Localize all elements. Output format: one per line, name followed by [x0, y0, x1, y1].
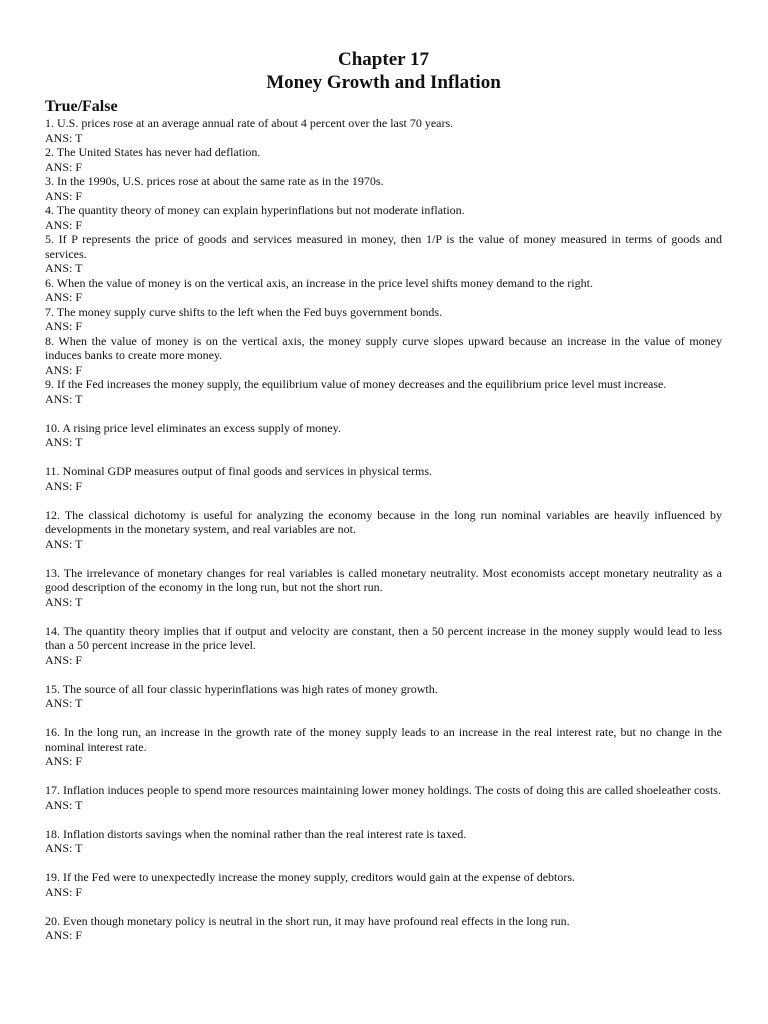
- section-heading: True/False: [45, 98, 118, 115]
- question-answer: ANS: F: [45, 217, 83, 232]
- question-text: [45, 566, 722, 595]
- question-body: U.S. prices rose at an average annual rate of about 4 percent over the last 70 years.: [57, 116, 454, 130]
- question-body: In the 1990s, U.S. prices rose at about the same rate as in the 1970s.: [57, 174, 384, 188]
- question-answer: ANS: T: [45, 536, 83, 551]
- chapter-number: Chapter 17: [338, 49, 429, 70]
- question-text: [45, 464, 722, 479]
- question-number: 13.: [45, 565, 60, 580]
- question-item: [45, 566, 722, 610]
- question-text: [45, 145, 722, 160]
- question-number: 14.: [45, 623, 60, 638]
- question-text: [45, 276, 722, 291]
- question-answer: ANS: T: [45, 435, 83, 449]
- question-body: The irrelevance of monetary changes for real variables is called monetary neutrality. Most economists accept monetary neutrality as a good description of the economy in the long run, but not the short run.: [45, 565, 722, 594]
- question-item: [45, 421, 722, 450]
- question-item: [45, 464, 722, 493]
- question-number: 19.: [45, 870, 60, 884]
- question-body: If P represents the price of goods and services measured in money, then 1/P is the value of money measured in terms of goods and services.: [45, 232, 723, 261]
- question-body: The classical dichotomy is useful for analyzing the economy because in the long run nominal variables are heavily influenced by developments in the monetary system, and real variables are not.: [45, 507, 722, 536]
- question-body: When the value of money is on the vertical axis, the money supply curve slopes upward because an increase in the value of money induces banks to create more money.: [45, 333, 722, 362]
- question-body: Even though monetary policy is neutral in the short run, it may have profound real effects in the long run.: [63, 913, 570, 928]
- question-number: 3.: [45, 174, 54, 188]
- question-body: A rising price level eliminates an excess supply of money.: [62, 420, 341, 435]
- question-body: Inflation induces people to spend more resources maintaining lower money holdings. The costs of doing this are called shoeleather costs.: [63, 783, 721, 797]
- question-number: 12.: [45, 507, 60, 522]
- question-body: In the long run, an increase in the growth rate of the money supply leads to an increase in the real interest rate, but no change in the nominal interest rate.: [45, 725, 722, 754]
- question-text: [45, 914, 722, 929]
- question-answer: ANS: T: [45, 696, 83, 710]
- question-text: [45, 870, 722, 885]
- question-item: [45, 508, 722, 552]
- question-text: [45, 624, 722, 653]
- question-answer: ANS: F: [45, 884, 83, 899]
- question-number: 8.: [45, 333, 54, 348]
- document-page: [45, 48, 722, 943]
- question-text: [45, 421, 722, 436]
- question-item: [45, 377, 722, 406]
- chapter-title: Money Growth and Inflation: [266, 72, 501, 93]
- question-answer: ANS: F: [45, 928, 83, 942]
- question-number: 6.: [45, 275, 54, 290]
- question-body: If the Fed increases the money supply, the equilibrium value of money decreases and the equilibrium price level must increase.: [57, 377, 667, 391]
- question-answer: ANS: F: [45, 188, 83, 203]
- question-item: [45, 116, 722, 145]
- question-text: [45, 232, 722, 261]
- question-number: 9.: [45, 377, 54, 391]
- question-item: [45, 305, 722, 334]
- question-text: [45, 682, 722, 697]
- question-body: The quantity theory of money can explain hyperinflations but not moderate inflation.: [56, 203, 465, 217]
- question-number: 16.: [45, 725, 60, 739]
- question-number: 11.: [45, 464, 60, 478]
- question-number: 4.: [45, 203, 54, 217]
- question-answer: ANS: T: [45, 391, 83, 406]
- question-text: [45, 725, 722, 754]
- question-number: 10.: [45, 420, 60, 435]
- question-item: [45, 276, 722, 305]
- question-number: 15.: [45, 681, 60, 696]
- question-answer: ANS: T: [45, 130, 83, 145]
- question-answer: ANS: F: [45, 362, 83, 377]
- question-answer: ANS: T: [45, 797, 83, 812]
- question-item: [45, 203, 722, 232]
- question-item: [45, 624, 722, 668]
- question-item: [45, 725, 722, 769]
- question-item: [45, 145, 722, 174]
- question-number: 18.: [45, 826, 60, 841]
- question-item: [45, 682, 722, 711]
- question-text: [45, 203, 722, 218]
- question-body: The money supply curve shifts to the left when the Fed buys government bonds.: [56, 304, 443, 319]
- question-item: [45, 334, 722, 378]
- question-body: The source of all four classic hyperinflations was high rates of money growth.: [62, 681, 438, 696]
- question-answer: ANS: T: [45, 594, 83, 609]
- question-body: When the value of money is on the vertical axis, an increase in the price level shifts money demand to the right.: [56, 275, 593, 290]
- question-item: [45, 783, 722, 812]
- question-text: [45, 116, 722, 131]
- question-answer: ANS: F: [45, 478, 83, 493]
- question-item: [45, 914, 722, 943]
- question-text: [45, 508, 722, 537]
- question-body: Nominal GDP measures output of final goods and services in physical terms.: [62, 464, 433, 478]
- question-number: 7.: [45, 304, 54, 319]
- question-answer: ANS: F: [45, 159, 83, 174]
- question-number: 5.: [45, 232, 54, 246]
- question-text: [45, 783, 722, 798]
- question-text: [45, 174, 722, 189]
- question-number: 2.: [45, 145, 54, 159]
- question-number: 20.: [45, 913, 60, 928]
- question-number: 1.: [45, 116, 54, 130]
- question-answer: ANS: T: [45, 841, 83, 855]
- question-answer: ANS: F: [45, 319, 83, 333]
- question-answer: ANS: T: [45, 261, 83, 275]
- question-item: [45, 174, 722, 203]
- question-item: [45, 870, 722, 899]
- question-body: Inflation distorts savings when the nominal rather than the real interest rate is taxed.: [63, 826, 467, 841]
- question-number: 17.: [45, 783, 60, 797]
- question-item: [45, 827, 722, 856]
- question-text: [45, 377, 722, 392]
- question-answer: ANS: F: [45, 652, 83, 667]
- question-text: [45, 305, 722, 320]
- question-body: The United States has never had deflation.: [56, 145, 261, 159]
- question-answer: ANS: F: [45, 754, 83, 768]
- question-answer: ANS: F: [45, 290, 83, 304]
- question-text: [45, 334, 722, 363]
- question-list: [45, 116, 722, 943]
- question-item: [45, 232, 722, 276]
- question-body: The quantity theory implies that if output and velocity are constant, then a 50 percent increase in the money supply would lead to less than a 50 percent increase in the price level.: [45, 623, 722, 652]
- question-text: [45, 827, 722, 842]
- question-body: If the Fed were to unexpectedly increase the money supply, creditors would gain at the expense of debtors.: [63, 870, 576, 884]
